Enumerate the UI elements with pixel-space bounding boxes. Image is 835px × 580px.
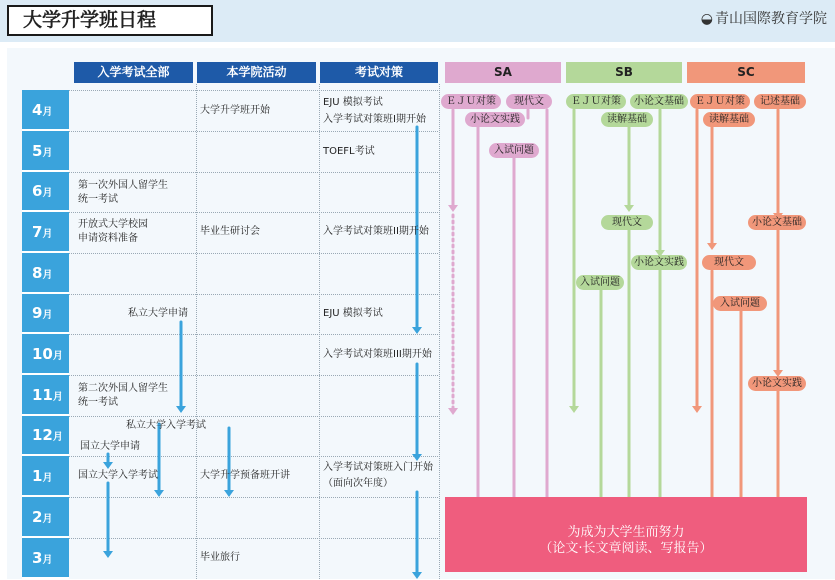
sa-modern-pill: 现代文 (506, 94, 552, 109)
exam-all-jan-national: 国立大学入学考试 (78, 470, 158, 481)
month-label: 12月 (22, 416, 69, 456)
exam-all-sep: 私立大学申请 (128, 308, 188, 319)
col-header-sc: SC (687, 62, 805, 83)
sb-essay-basic-pill: 小论文基础 (630, 94, 688, 109)
school-event-apr: 大学升学班开始 (200, 105, 270, 116)
sc-descriptive-basic-pill: 记述基础 (754, 94, 806, 109)
sc-eju-pill: ＥＪＵ对策 (690, 94, 750, 109)
exam-prep-apr: EJU 模拟考试 入学考试对策班I期开始 (323, 97, 426, 125)
sc-interview-pill: 入试问题 (713, 296, 767, 311)
sb-essay-practice-pill: 小论文实践 (631, 255, 687, 270)
exam-prep-jan: 入学考试对策班入门开始 （面向次年度） (323, 462, 433, 489)
sa-essay-practice-pill: 小论文实践 (465, 112, 525, 127)
month-label: 8月 (22, 253, 69, 294)
sb-reading-basic-pill: 读解基础 (601, 112, 653, 127)
sc-essay-practice-pill: 小论文实践 (748, 376, 806, 391)
month-label: 9月 (22, 294, 69, 334)
exam-all-dec-private: 私立大学入学考试 (126, 420, 206, 431)
month-label: 3月 (22, 538, 69, 579)
sa-interview-pill: 入试问题 (489, 143, 539, 158)
exam-all-jun: 第一次外国人留学生 统一考试 (78, 180, 168, 205)
sc-reading-basic-pill: 读解基础 (703, 112, 755, 127)
school-event-mar: 毕业旅行 (200, 552, 240, 563)
org-name: ◒ 青山国際教育学院 (701, 8, 827, 28)
col-header-exam-prep: 考试对策 (320, 62, 438, 83)
col-header-sb: SB (566, 62, 682, 83)
month-label: 4月 (22, 90, 69, 131)
month-label: 5月 (22, 131, 69, 172)
sc-modern-pill: 现代文 (702, 255, 756, 270)
goal-line-2: （论文·长文章阅读、写报告） (539, 541, 713, 556)
sb-eju-pill: ＥＪＵ对策 (566, 94, 626, 109)
col-header-sa: SA (445, 62, 561, 83)
sa-eju-pill: ＥＪＵ对策 (441, 94, 501, 109)
sb-interview-pill: 入试问题 (576, 275, 624, 290)
month-label: 7月 (22, 212, 69, 253)
goal-box (445, 497, 807, 572)
exam-prep-sep: EJU 模拟考试 (323, 308, 383, 319)
col-header-exam-all: 入学考试全部 (74, 62, 193, 83)
month-label: 1月 (22, 456, 69, 497)
exam-all-dec-national: 国立大学申请 (80, 441, 140, 452)
month-label: 6月 (22, 172, 69, 212)
exam-all-jul: 开放式大学校园 申请资料准备 (78, 219, 148, 244)
school-event-jul: 毕业生研讨会 (200, 226, 260, 237)
sb-modern-pill: 现代文 (601, 215, 653, 230)
sc-essay-basic-pill: 小论文基础 (748, 215, 806, 230)
exam-prep-oct: 入学考试对策班III期开始 (323, 349, 432, 360)
month-label: 2月 (22, 497, 69, 538)
goal-line-1: 为成为大学生而努力 (567, 525, 685, 540)
col-header-school-events: 本学院活动 (197, 62, 316, 83)
exam-all-nov: 第二次外国人留学生 统一考试 (78, 383, 168, 408)
month-label: 11月 (22, 375, 69, 416)
exam-prep-may: TOEFL考试 (323, 146, 375, 157)
month-label: 10月 (22, 334, 69, 375)
exam-prep-jul: 入学考试对策班II期开始 (323, 226, 429, 237)
page-title: 大学升学班日程 (7, 5, 213, 36)
school-event-jan: 大学升学预备班开讲 (200, 470, 290, 481)
